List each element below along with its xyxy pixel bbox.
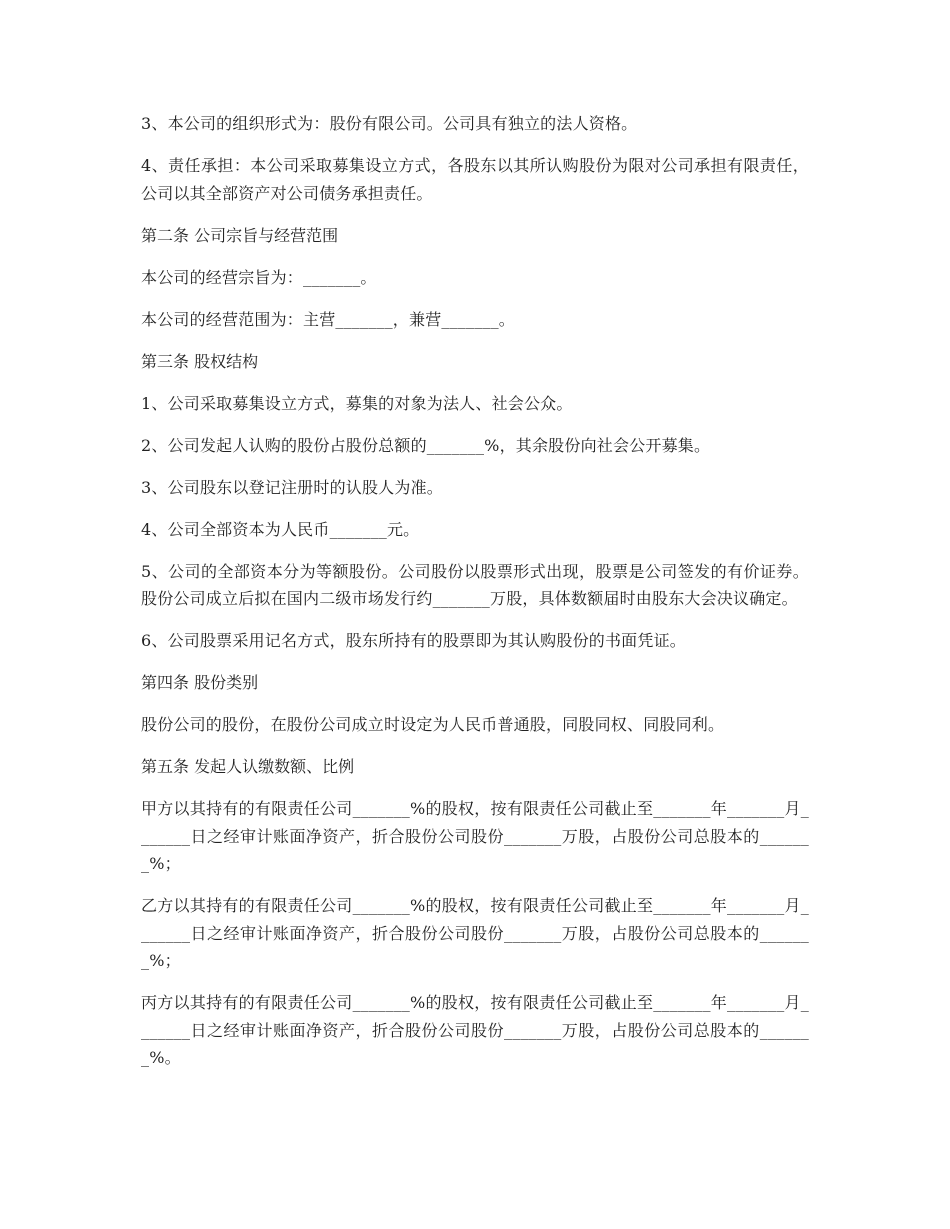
article-2-heading: 第二条 公司宗旨与经营范围 — [141, 225, 339, 245]
share-class: 股份公司的股份，在股份公司成立时设定为人民币普通股，同股同权、同股同利。 — [141, 715, 725, 734]
party-a-subscription: 甲方以其持有的有限责任公司_______%的股权，按有限责任公司截止至_______年_______月_______日之经审计账面净资产，折合股份公司股份_______万股，占股份公司总股本的_______%； — [141, 799, 809, 873]
equity-clause-3: 3、公司股东以登记注册时的认股人为准。 — [141, 477, 443, 497]
party-b-subscription: 乙方以其持有的有限责任公司_______%的股权，按有限责任公司截止至_______年_______月_______日之经审计账面净资产，折合股份公司股份_______万股，占股份公司总股本的_______%； — [141, 896, 809, 970]
equity-clause-6: 6、公司股票采用记名方式，股东所持有的股票即为其认购股份的书面凭证。 — [141, 631, 686, 650]
party-c-subscription: 丙方以其持有的有限责任公司_______%的股权，按有限责任公司截止至_______年_______月_______日之经审计账面净资产，折合股份公司股份_______万股，占股份公司总股本的_______%。 — [141, 993, 809, 1067]
equity-clause-5: 5、公司的全部资本分为等额股份。公司股份以股票形式出现，股票是公司签发的有价证券。股份公司成立后拟在国内二级市场发行约_______万股，具体数额届时由股东大会决议确定。 — [141, 561, 809, 608]
equity-clause-1: 1、公司采取募集设立方式，募集的对象为法人、社会公众。 — [141, 393, 573, 413]
business-purpose: 本公司的经营宗旨为：_______。 — [141, 267, 377, 287]
article-5-heading: 第五条 发起人认缴数额、比例 — [141, 757, 355, 776]
article-3-heading: 第三条 股权结构 — [141, 351, 259, 371]
clause-4-liability: 4、责任承担：本公司采取募集设立方式，各股东以其所认购股份为限对公司承担有限责任，公司以其全部资产对公司债务承担责任。 — [141, 156, 809, 203]
equity-clause-2: 2、公司发起人认购的股份占股份总额的_______%，其余股份向社会公开募集。 — [141, 435, 711, 455]
clause-3-organization-form: 3、本公司的组织形式为：股份有限公司。公司具有独立的法人资格。 — [141, 114, 638, 133]
business-scope: 本公司的经营范围为：主营_______，兼营_______。 — [141, 309, 516, 329]
article-4-heading: 第四条 股份类别 — [141, 673, 259, 692]
equity-clause-4: 4、公司全部资本为人民币_______元。 — [141, 519, 420, 539]
document-body — [141, 110, 809, 1086]
